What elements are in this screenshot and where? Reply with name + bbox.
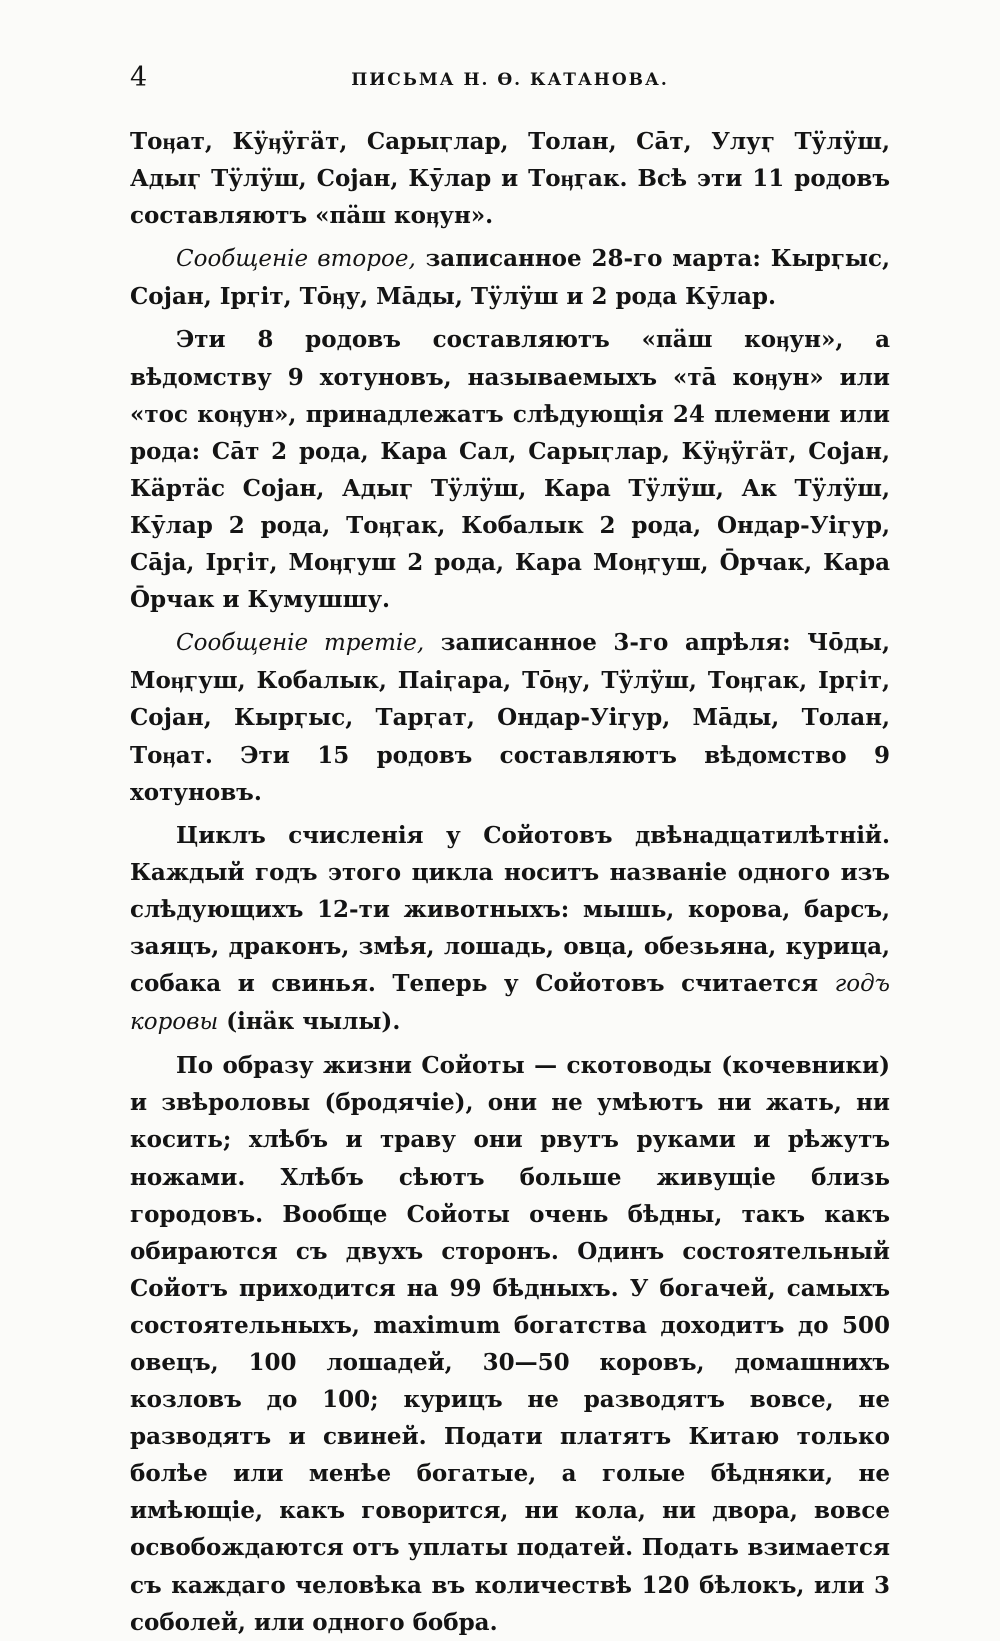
paragraph-text: Эти 8 родовъ составляютъ «пӓш коӊун», а вѣдомству 9 хотуновъ, называемыхъ «тā коӊун» или «тос коӊун», принадлежатъ слѣдующiя 24 племени или рода: Сāт 2 рода, Кара Сал, Сарыӷлар, Кӱӊӱгӓт, Сојан, Кӓртӓс Сојан, Адыӷ Тӱлӱш, Кара Тӱлӱш, Ак Тӱлӱш, Кӯлар 2 рода, Тоӊӷак, Кобалык 2 рода, Ондар-Уiӷур, Сāја, Ірӷiт, Моӊӷуш 2 рода, Кара Моӊӷуш, Ōрчак, Кара Ōрчак и Кумушшу. — [130, 326, 890, 614]
paragraph-text: записанное 28-го марта: Кырӷыс, Сојан, Ірӷiт, Тōӊу, Māды, Тӱлӱш и 2 рода Кӯлар. — [130, 245, 890, 311]
paragraph-continuation — [130, 123, 890, 234]
paragraph-third-report — [130, 624, 890, 810]
paragraph-text: Тоӊат, Кӱӊӱгӓт, Сарыӷлар, Толан, Сāт, Улуӷ Тӱлӱш, Адыӷ Тӱлӱш, Сојан, Кӯлар и Тоӊӷак. Всѣ эти 11 родовъ составляютъ «пӓш коӊун». — [130, 128, 890, 230]
page-number: 4 — [130, 62, 148, 93]
page-header — [130, 62, 890, 102]
paragraph-way-of-life — [130, 1047, 890, 1641]
italic-label: годъ коровы — [130, 971, 890, 1036]
paragraph-text: Циклъ счисленiя у Сойотовъ двѣнадцатилѣтнiй. Каждый годъ этого цикла носитъ названiе одного изъ слѣдующихъ 12-ти животныхъ: мышь, корова, барсъ, заяцъ, драконъ, змѣя, лошадь, овца, обезьяна, курица, собака и свинья. Теперь у Сойотовъ считается — [130, 821, 890, 998]
paragraph-tail: (iнӓк чылы). — [226, 1008, 401, 1036]
italic-label: Сообщенiе второе, — [176, 246, 416, 273]
paragraph-text: По образу жизни Сойоты — скотоводы (кочевники) и звѣроловы (бродячiе), они не умѣютъ ни жать, ни косить; хлѣбъ и траву они рвутъ руками и рѣжутъ ножами. Хлѣбъ сѣютъ больше живущiе близь городовъ. Вообще Сойоты очень бѣдны, такъ какъ обираются съ двухъ сторонъ. Одинъ состоятельный Сойотъ приходится на 99 бѣдныхъ. У богачей, самыхъ состоятельныхъ, maximum богатства доходитъ до 500 овецъ, 100 лошадей, 30—50 коровъ, домашнихъ козловъ до 100; курицъ не разводятъ вовсе, не разводятъ и свиней. Подати платятъ Китаю только болѣе или менѣе богатые, а голые бѣдняки, не имѣющiе, какъ говорится, ни кола, ни двора, вовсе освобождаются отъ уплаты податей. Подать взимается съ каждаго человѣка въ количествѣ 120 бѣлокъ, или 3 соболей, или одного бобра. — [130, 1052, 890, 1636]
page-body — [130, 123, 890, 1641]
paragraph-second-report — [130, 240, 890, 315]
paragraph-text: записанное 3-го апрѣля: Чōды, Моӊӷуш, Кобалык, Паiӷара, Тōӊу, Тӱлӱш, Тоӊӷак, Ірӷiт, Сојан, Кырӷыс, Тарӷат, Ондар-Уiӷур, Māды, Толан, Тоӊат. Эти 15 родовъ составляютъ вѣдомство 9 хотуновъ. — [130, 629, 890, 806]
paragraph-tribes-list — [130, 321, 890, 618]
paragraph-calendar-cycle — [130, 817, 890, 1042]
running-title: ПИСЬМА Н. Ѳ. КАТАНОВА. — [351, 70, 669, 90]
italic-label: Сообщенiе третiе, — [176, 630, 425, 657]
